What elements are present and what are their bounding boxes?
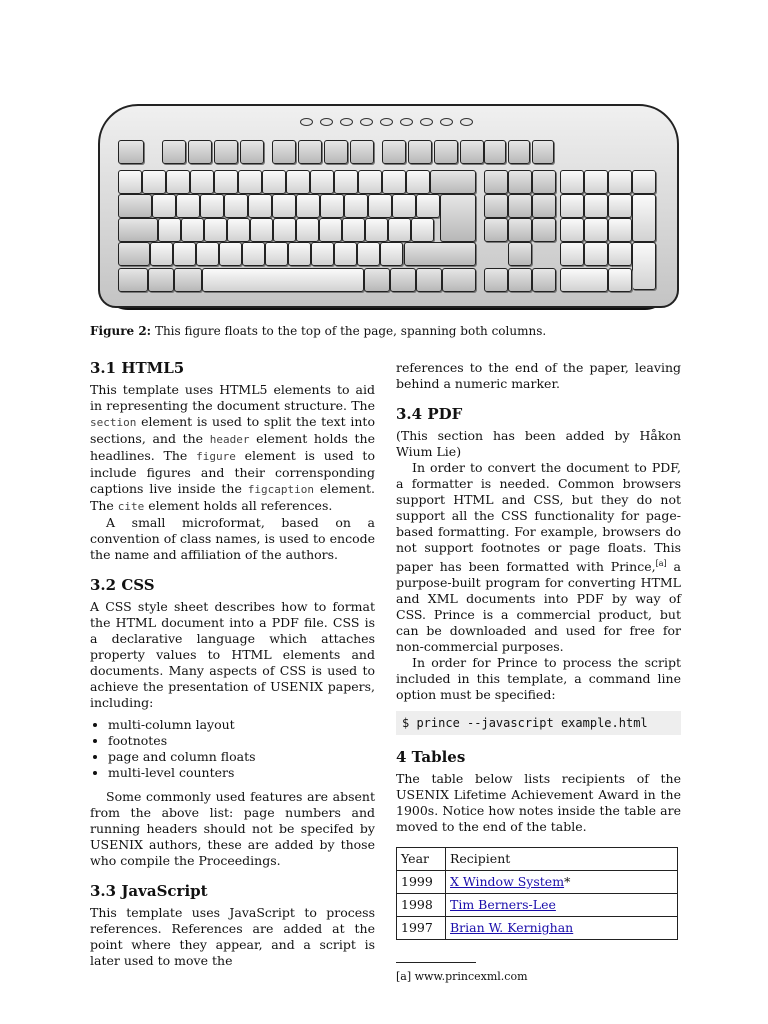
keyboard-key <box>388 218 411 242</box>
right-column <box>396 360 681 985</box>
keyboard-key <box>380 242 403 266</box>
numpad-key <box>560 242 584 266</box>
figure-label: Figure 2: <box>90 324 152 338</box>
table-row <box>397 917 678 940</box>
css-paragraph-2: Some commonly used features are absent from the above list: page numbers and running headers should not be specifed by USENIX authors, these are added by those who compile the Proceedings. <box>90 789 375 868</box>
function-key <box>162 140 186 164</box>
keyboard-key <box>118 170 142 194</box>
keyboard-key <box>273 218 296 242</box>
keyboard-key <box>166 170 190 194</box>
keyboard-led <box>300 118 313 126</box>
recipient-link[interactable]: Brian W. Kernighan <box>450 920 574 936</box>
figure-caption <box>90 324 690 338</box>
numpad-plus-key <box>632 194 656 242</box>
keyboard-key <box>344 194 368 218</box>
numpad-key <box>608 268 632 292</box>
keyboard-key <box>204 218 227 242</box>
code-section: section <box>90 416 137 429</box>
keyboard-key <box>272 194 296 218</box>
arrow-key <box>484 268 508 292</box>
space-key <box>202 268 364 292</box>
code-header: header <box>209 433 250 446</box>
win-key <box>390 268 416 292</box>
keyboard-key <box>142 170 166 194</box>
keyboard-key <box>190 170 214 194</box>
nav-key <box>484 194 508 218</box>
footnote: [a] www.princexml.com <box>396 970 528 984</box>
enter-key <box>440 194 476 242</box>
recipient-link[interactable]: Tim Berners-Lee <box>450 897 556 913</box>
numpad-key <box>560 194 584 218</box>
keyboard-key <box>382 170 406 194</box>
table-row <box>397 894 678 917</box>
pdf-paragraph-2: In order for Prince to process the script included in this template, a command line option must be specified: <box>396 655 681 703</box>
command-codeblock: $ prince --javascript example.html <box>396 711 681 735</box>
text: element is used to include figures and their corrensponding captions live inside the <box>90 448 375 496</box>
keyboard-key <box>392 194 416 218</box>
backspace-key <box>430 170 476 194</box>
nav-key <box>508 218 532 242</box>
pdf-paragraph-1 <box>396 460 681 655</box>
left-column <box>90 360 375 969</box>
function-key <box>214 140 238 164</box>
nav-key <box>532 170 556 194</box>
text: This template uses HTML5 elements to aid in representing the document structure. The <box>90 382 375 413</box>
keyboard-key <box>334 242 357 266</box>
text: a purpose-built program for converting HTML and XML documents into PDF by way of CSS. Prince is a commercial product, but can be downloaded and used for free for non-commercial purposes. <box>396 559 681 655</box>
keyboard-key <box>158 218 181 242</box>
css-feature-list <box>90 717 375 781</box>
list-item: • multi-column layout <box>108 717 375 733</box>
ctrl-key <box>442 268 476 292</box>
column-header-year: Year <box>397 848 446 871</box>
keyboard-figure <box>98 104 675 316</box>
section-title-tables: 4 Tables <box>396 748 466 767</box>
html5-paragraph-1 <box>90 382 375 515</box>
numpad-key <box>560 218 584 242</box>
column-header-recipient: Recipient <box>446 848 678 871</box>
keyboard-key <box>320 194 344 218</box>
keyboard-key <box>296 194 320 218</box>
keyboard-key <box>224 194 248 218</box>
function-key <box>350 140 374 164</box>
system-key <box>532 140 554 164</box>
table-note-marker: * <box>564 874 571 890</box>
keyboard-key <box>288 242 311 266</box>
nav-key <box>532 194 556 218</box>
shift-key <box>404 242 476 266</box>
keyboard-led <box>360 118 373 126</box>
alt-key <box>174 268 202 292</box>
section-title-css: 3.2 CSS <box>90 576 155 594</box>
text: element holds all references. <box>148 498 333 513</box>
keyboard-key <box>173 242 196 266</box>
footnote-rule <box>396 962 476 963</box>
table-cell-year: 1999 <box>397 871 446 894</box>
css-paragraph-1: A CSS style sheet describes how to format the HTML document into a PDF file. CSS is a declarative language which attaches property values to HTML elements and documents. Many aspects of CSS is used to achieve the presentation of USENIX papers, including: <box>90 599 375 710</box>
numpad-key <box>608 194 632 218</box>
keyboard-key <box>311 242 334 266</box>
numpad-key <box>608 242 632 266</box>
keyboard-key <box>368 194 392 218</box>
function-key <box>460 140 484 164</box>
table-cell-recipient <box>446 871 678 894</box>
keyboard-key <box>250 218 273 242</box>
keyboard-body <box>98 104 679 308</box>
keyboard-led <box>400 118 413 126</box>
pdf-note: (This section has been added by Håkon Wium Lie) <box>396 428 681 459</box>
code-cite: cite <box>117 500 145 513</box>
nav-key <box>484 218 508 242</box>
text: element. The <box>90 481 375 513</box>
html5-paragraph-2: A small microformat, based on a convention of class names, is used to encode the name and affiliation of the authors. <box>90 515 375 562</box>
keyboard-led <box>320 118 333 126</box>
system-key <box>484 140 506 164</box>
keyboard-key <box>358 170 382 194</box>
table-header-row <box>397 848 678 871</box>
numpad-key <box>584 194 608 218</box>
numpad-key <box>608 170 632 194</box>
nav-key <box>532 218 556 242</box>
numpad-enter-key <box>632 242 656 290</box>
table-row <box>397 871 678 894</box>
text: In order to convert the document to PDF, a formatter is needed. Common browsers support HTML and CSS, but they do not support all the CSS functionality for page-based formatting. For example, browsers do not support footnotes or page floats. This paper has been formatted with Prince, <box>396 460 681 575</box>
function-key <box>324 140 348 164</box>
arrow-key <box>532 268 556 292</box>
keyboard-key <box>262 170 286 194</box>
text: element is used to split the text into sections, and the <box>90 414 375 446</box>
keyboard-key <box>342 218 365 242</box>
shift-key <box>118 242 150 266</box>
keyboard-key <box>214 170 238 194</box>
keyboard-key <box>357 242 380 266</box>
table-cell-year: 1998 <box>397 894 446 917</box>
tables-paragraph-1: The table below lists recipients of the USENIX Lifetime Achievement Award in the 1900s. Notice how notes inside the table are moved to the end of the table. <box>396 771 681 835</box>
keyboard-key <box>219 242 242 266</box>
keyboard-key <box>176 194 200 218</box>
function-key <box>382 140 406 164</box>
function-key <box>240 140 264 164</box>
keyboard-led <box>340 118 353 126</box>
numpad-key <box>632 170 656 194</box>
keyboard-key <box>200 194 224 218</box>
keyboard-led <box>460 118 473 126</box>
list-item: • page and column floats <box>108 749 375 765</box>
table-cell-recipient <box>446 917 678 940</box>
keyboard-key <box>265 242 288 266</box>
ctrl-key <box>118 268 148 292</box>
keyboard-key <box>334 170 358 194</box>
text: element holds the headlines. The <box>90 431 375 463</box>
win-key <box>148 268 174 292</box>
function-key <box>408 140 432 164</box>
nav-key <box>508 170 532 194</box>
section-title-javascript: 3.3 JavaScript <box>90 882 208 900</box>
keyboard-key <box>150 242 173 266</box>
arrow-up-key <box>508 242 532 266</box>
code-figcaption: figcaption <box>247 483 315 496</box>
footnote-marker[interactable]: [a] <box>655 559 667 568</box>
esc-key <box>118 140 144 164</box>
numpad-key <box>584 170 608 194</box>
keyboard-key <box>286 170 310 194</box>
keyboard-key <box>181 218 204 242</box>
javascript-continued: references to the end of the paper, leaving behind a numeric marker. <box>396 360 681 391</box>
keyboard-key <box>248 194 272 218</box>
keyboard-key <box>296 218 319 242</box>
tab-key <box>118 194 152 218</box>
keyboard-key <box>196 242 219 266</box>
numpad-key <box>560 170 584 194</box>
menu-key <box>416 268 442 292</box>
figure-caption-text: This figure floats to the top of the page, spanning both columns. <box>154 324 547 338</box>
keyboard-led <box>380 118 393 126</box>
keyboard-key <box>238 170 262 194</box>
keyboard-key <box>319 218 342 242</box>
numpad-key <box>584 242 608 266</box>
alt-gr-key <box>364 268 390 292</box>
javascript-paragraph-1: This template uses JavaScript to process references. References are added at the point where they appear, and a script is later used to move the <box>90 905 375 968</box>
list-item: • footnotes <box>108 733 375 749</box>
function-key <box>272 140 296 164</box>
keyboard-key <box>416 194 440 218</box>
keyboard-key <box>310 170 334 194</box>
keyboard-key <box>152 194 176 218</box>
recipient-link[interactable]: X Window System <box>450 874 565 890</box>
numpad-key <box>584 218 608 242</box>
caps-lock-key <box>118 218 158 242</box>
nav-key <box>508 194 532 218</box>
numpad-zero-key <box>560 268 608 292</box>
function-key <box>434 140 458 164</box>
keyboard-led <box>440 118 453 126</box>
table-cell-recipient <box>446 894 678 917</box>
arrow-key <box>508 268 532 292</box>
function-key <box>298 140 322 164</box>
table-cell-year: 1997 <box>397 917 446 940</box>
numpad-key <box>608 218 632 242</box>
keyboard-key <box>365 218 388 242</box>
keyboard-key <box>406 170 430 194</box>
system-key <box>508 140 530 164</box>
function-key <box>188 140 212 164</box>
nav-key <box>484 170 508 194</box>
section-title-html5: 3.1 HTML5 <box>90 359 185 377</box>
section-title-pdf: 3.4 PDF <box>396 405 463 423</box>
code-figure: figure <box>196 450 236 463</box>
award-table <box>396 847 678 940</box>
keyboard-key <box>411 218 434 242</box>
keyboard-key <box>242 242 265 266</box>
keyboard-key <box>227 218 250 242</box>
list-item: • multi-level counters <box>108 765 375 781</box>
keyboard-led <box>420 118 433 126</box>
